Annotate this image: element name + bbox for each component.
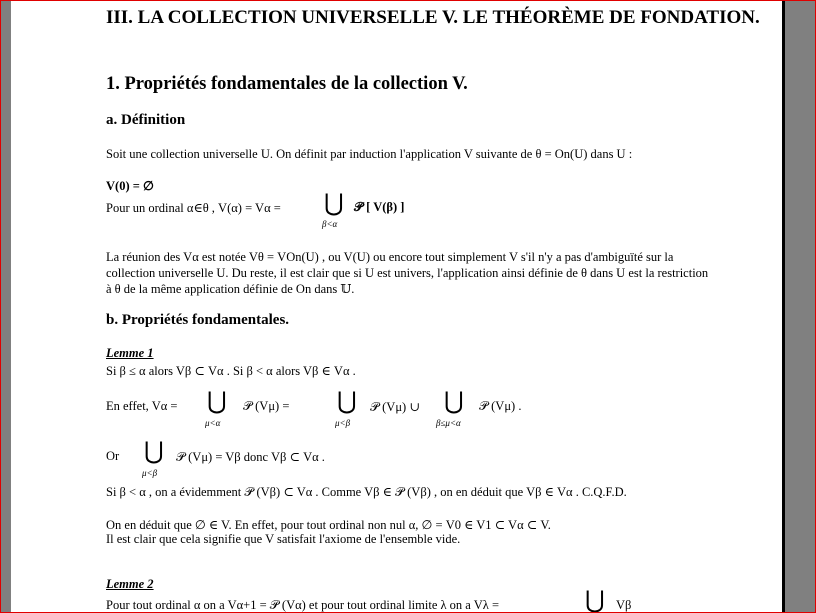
definition-rhs: 𝒫 [ V(β) ] bbox=[354, 200, 405, 214]
union-index: μ<β bbox=[335, 418, 351, 428]
or-statement: 𝒫 (Vμ) = Vβ donc Vβ ⊂ Vα . bbox=[176, 450, 325, 464]
lemma2-statement: Pour tout ordinal α on a Vα+1 = 𝒫 (Vα) et pour tout ordinal limite λ on a Vλ = bbox=[106, 598, 500, 612]
union-symbol: ⋃ bbox=[337, 389, 357, 415]
paragraph-line: à θ de la même application définie de On dans 𝕌. bbox=[106, 282, 355, 296]
definition-line: Soit une collection universelle U. On définit par induction l'application V suivante de θ = On(U) dans U : bbox=[106, 147, 633, 161]
paragraph-reunion bbox=[106, 249, 762, 297]
union-symbol: ⋃ bbox=[324, 191, 344, 217]
subsection-definition: a. Définition bbox=[106, 112, 186, 128]
en-effet-line: En effet, Vα = bbox=[106, 399, 178, 413]
document-page bbox=[11, 0, 782, 613]
or-label: Or bbox=[106, 449, 120, 463]
lemma1-statement: Si β ≤ α alors Vβ ⊂ Vα . Si β < α alors Vβ ∈ Vα . bbox=[106, 364, 356, 378]
lemma2-label: Lemme 2 bbox=[106, 577, 154, 591]
chapter-title: III. LA COLLECTION UNIVERSELLE V. LE THÉORÈME DE FONDATION. bbox=[106, 7, 760, 28]
subsection-properties: b. Propriétés fondamentales. bbox=[106, 312, 290, 328]
equation-part: 𝒫 (Vμ) ∪ bbox=[370, 400, 420, 414]
union-symbol: ⋃ bbox=[585, 588, 605, 613]
section-heading: 1. Propriétés fondamentales de la collection V. bbox=[106, 74, 468, 94]
union-symbol: ⋃ bbox=[207, 389, 227, 415]
ordinal-formula: Pour un ordinal α∈θ , V(α) = Vα = bbox=[106, 201, 281, 215]
union-index: β≤μ<α bbox=[436, 418, 461, 428]
deduit-line: Il est clair que cela signifie que V satisfait l'axiome de l'ensemble vide. bbox=[106, 532, 461, 546]
v0-formula: V(0) = ∅ bbox=[106, 179, 154, 193]
deduit-line: On en déduit que ∅ ∈ V. En effet, pour tout ordinal non nul α, ∅ = V0 ∈ V1 ⊂ Vα ⊂ V. bbox=[106, 518, 551, 532]
equation-part: 𝒫 (Vμ) = bbox=[243, 399, 290, 413]
si-line: Si β < α , on a évidemment 𝒫 (Vβ) ⊂ Vα . Comme Vβ ∈ 𝒫 (Vβ) , on en déduit que Vβ ∈ Vα . C.Q.F.D. bbox=[106, 485, 627, 499]
paragraph-line: La réunion des Vα est notée Vθ = VOn(U) , ou V(U) ou encore tout simplement V s'il n'y a pas d'ambiguïté sur la bbox=[106, 250, 674, 264]
lemma2-tail: Vβ bbox=[616, 598, 632, 612]
lemma1-label: Lemme 1 bbox=[106, 346, 154, 360]
equation-part: 𝒫 (Vμ) . bbox=[479, 399, 522, 413]
union-index: μ<α bbox=[205, 418, 221, 428]
union-index: β<α bbox=[322, 219, 338, 229]
union-index: μ<β bbox=[142, 468, 158, 478]
paragraph-line: collection universelle U. Du reste, il est clair que si U est univers, l'application ainsi définie de θ dans U est la restriction bbox=[106, 266, 709, 280]
union-symbol: ⋃ bbox=[444, 389, 464, 415]
page-edge-shadow bbox=[782, 1, 785, 613]
union-symbol: ⋃ bbox=[144, 439, 164, 465]
